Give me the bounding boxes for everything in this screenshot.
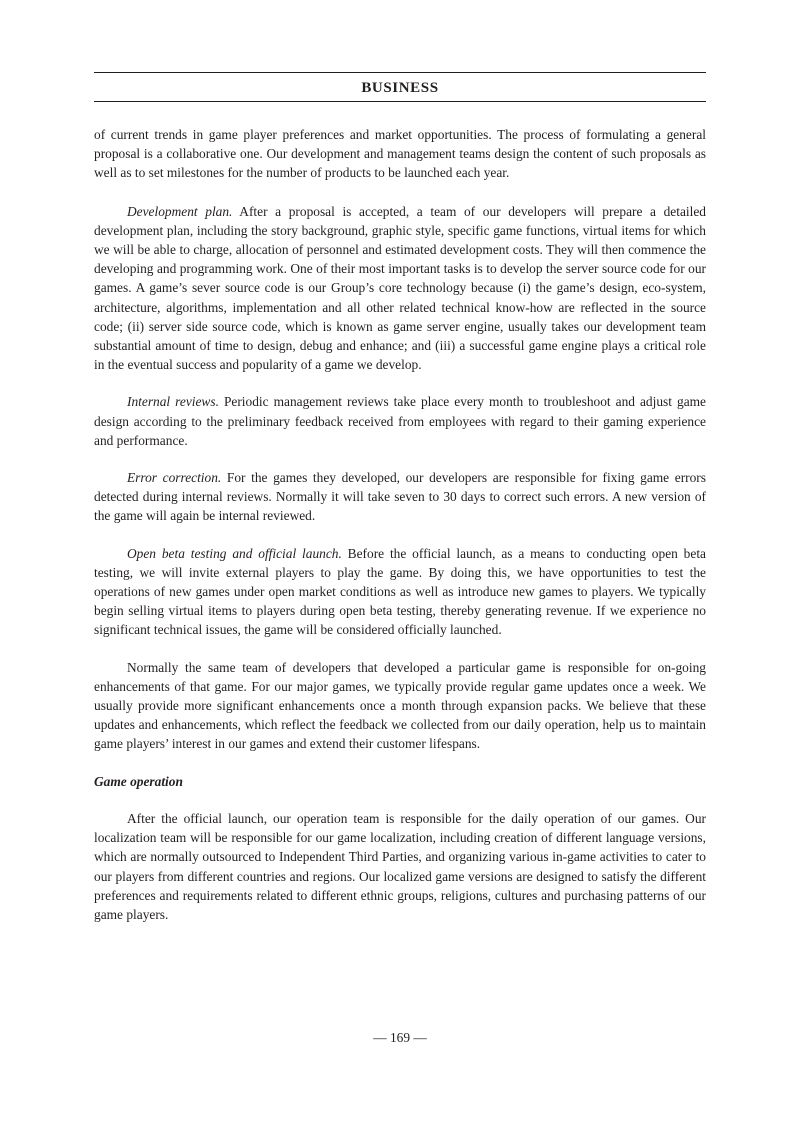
section-title: BUSINESS [361, 80, 439, 96]
paragraph-text-internal-reviews: Periodic management reviews take place every month to troubleshoot and adjust game design according to the preliminary feedback received from employees with regard to their gaming experience and performance. [94, 394, 706, 448]
paragraph-text-open-beta: Before the official launch, as a means to conducting open beta testing, we will invite external players to play the game. By doing this, we have opportunities to test the operations of new games under open market conditions as well as introduce new games to players. We typically begin selling virtual items to players during open beta testing, thereby generating revenue. If we experience no significant technical issues, the game will be considered officially launched. [94, 545, 706, 638]
paragraph-lead-open-beta: Open beta testing and official launch. [127, 545, 342, 561]
paragraph-text-error-correction: For the games they developed, our developers are responsible for fixing game errors detected during internal reviews. Normally it will take seven to 30 days to correct such errors. A new version of the game will again be internal reviewed. [94, 470, 706, 524]
paragraph-continuation: of current trends in game player preferences and market opportunities. The process of formulating a general proposal is a collaborative one. Our development and management teams design the content of such proposals as well as to set milestones for the number of products to be launched each year. [94, 127, 706, 181]
paragraph-game-operation: After the official launch, our operation team is responsible for the daily operation of our games. Our localization team will be responsible for our game localization, including creation of different language versions, which are normally outsourced to Independent Third Parties, and organizing various in-game activities to cater to our players from different countries and regions. Our localized game versions are designed to satisfy the different preferences and requirements related to different ethnic groups, religions, cultures and purchasing patterns of our game players. [94, 810, 706, 922]
paragraph-error-correction [94, 468, 706, 526]
paragraph-internal-reviews [94, 392, 706, 450]
header-top-rule [94, 72, 706, 73]
paragraph-text-development-plan: After a proposal is accepted, a team of our developers will prepare a detailed development plan, including the story background, graphic style, specific game functions, virtual items for which we will be able to charge, allocation of personnel and estimated development costs. They will then commence the developing and programming work. One of their most important tasks is to develop the server source code for our games. A game’s sever source code is our Group’s core technology because (i) the game’s design, eco-system, architecture, algorithms, implementation and all other related technical know-how are reflected in the source code; (ii) server side source code, which is known as game server engine, usually takes our development team substantial amount of time to design, debug and enhance; and (iii) a successful game engine plays a critical role in the eventual success and popularity of a game we develop. [94, 203, 706, 373]
paragraph-lead-error-correction: Error correction. [127, 470, 222, 486]
page-body [94, 125, 706, 942]
paragraph-development-plan [94, 202, 706, 375]
paragraph-enhancements: Normally the same team of developers that developed a particular game is responsible for on-going enhancements of that game. For our major games, we typically provide regular game updates once a week. We usually provide more significant enhancements once a month through expansion packs. We believe that these updates and enhancements, which reflect the feedback we collected from our daily operation, help us to maintain game players’ interest in our games and extend their customer lifespans. [94, 659, 706, 752]
page-number: — 169 — [373, 1030, 427, 1045]
paragraph-lead-development-plan: Development plan. [127, 203, 233, 219]
header-bottom-rule [94, 101, 706, 102]
paragraph-lead-internal-reviews: Internal reviews. [127, 394, 219, 410]
subheading-game-operation: Game operation [94, 773, 183, 789]
paragraph-open-beta [94, 544, 706, 640]
